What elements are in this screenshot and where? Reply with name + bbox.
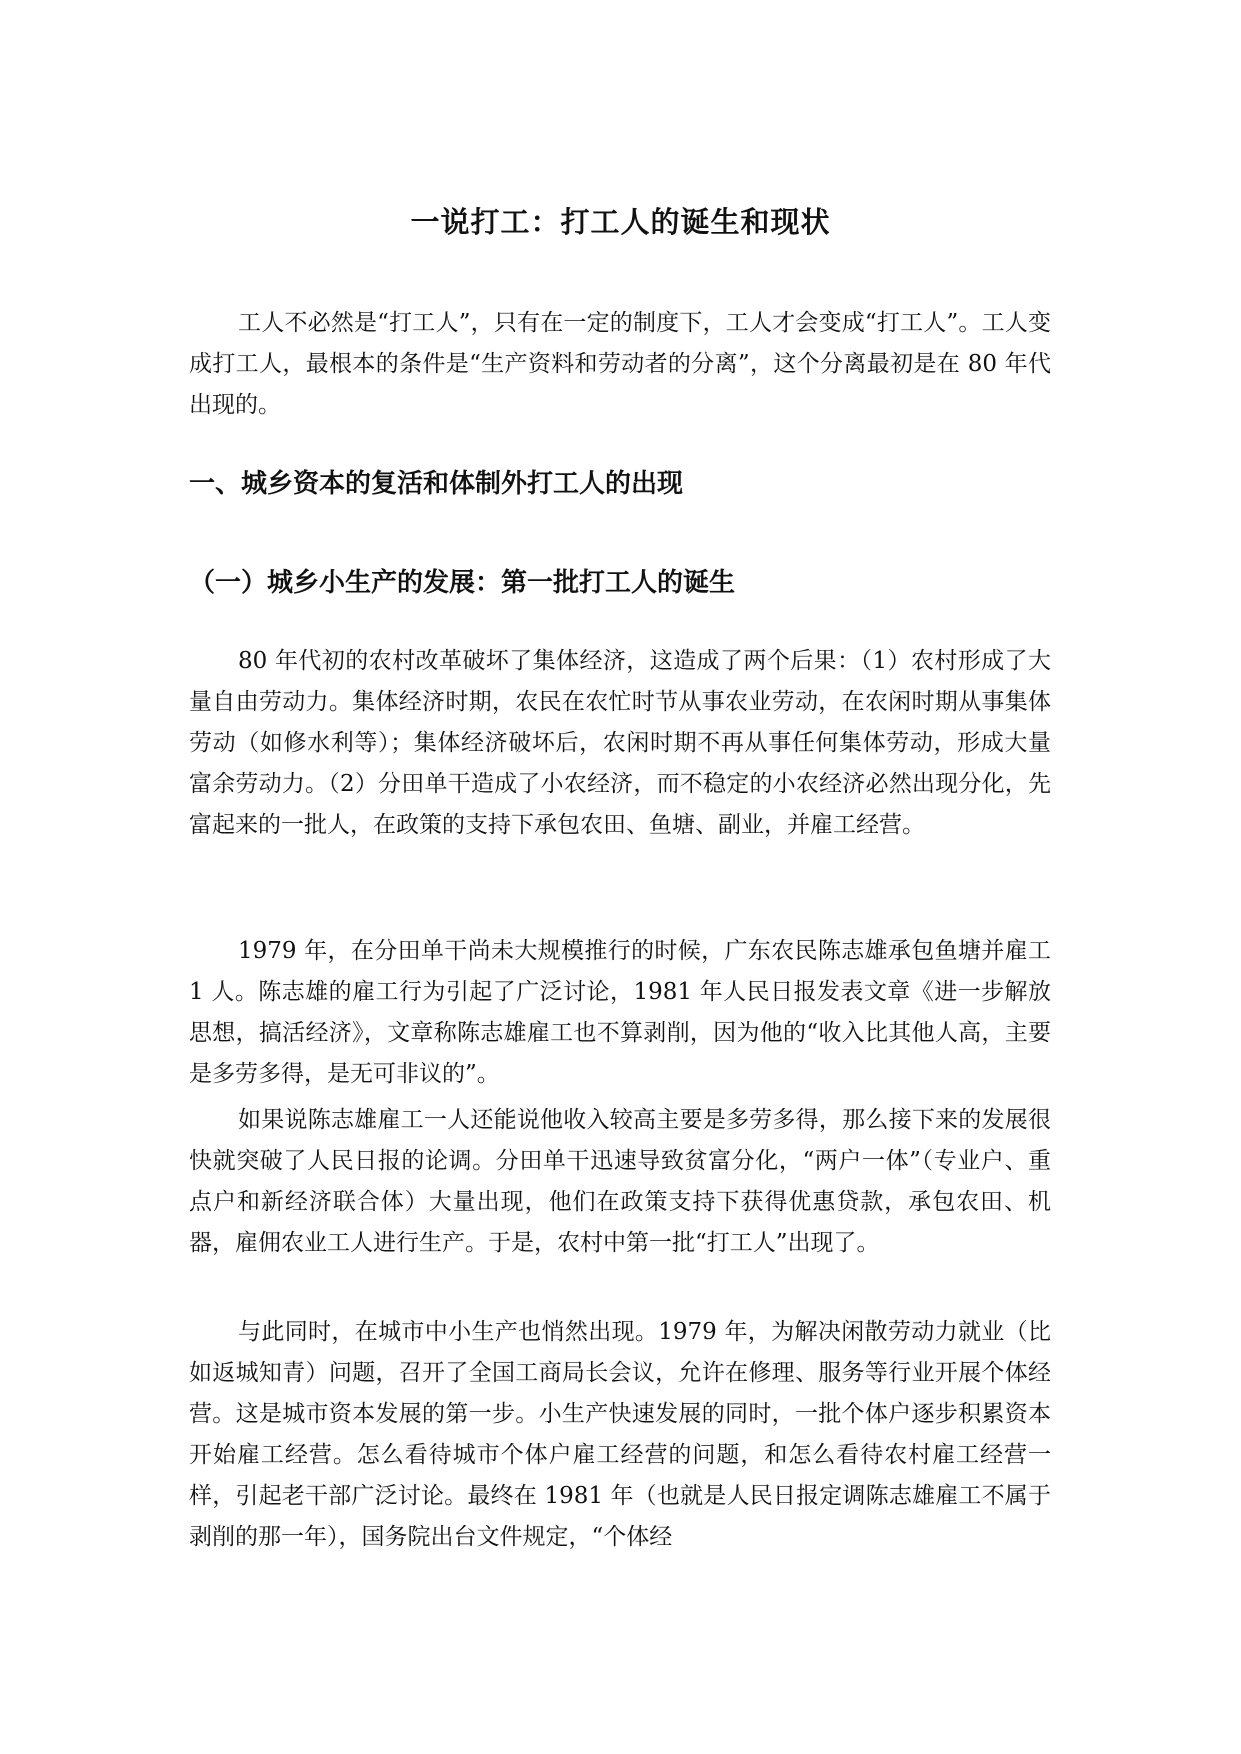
section-heading: 一、城乡资本的复活和体制外打工人的出现 <box>189 469 684 499</box>
body-paragraph: 如果说陈志雄雇工一人还能说他收入较高主要是多劳多得，那么接下来的发展很快就突破了人民日报的论调。分田单干迅速导致贫富分化，“两户一体”（专业户、重点户和新经济联合体）大量出现，他们在政策支持下获得优惠贷款，承包农田、机器，雇佣农业工人进行生产。于是，农村中第一批“打工人”出现了。 <box>189 1107 1051 1256</box>
intro-paragraph: 工人不必然是“打工人”，只有在一定的制度下，工人才会变成“打工人”。工人变成打工人，最根本的条件是“生产资料和劳动者的分离”，这个分离最初是在 80 年代出现的。 <box>189 310 1051 418</box>
body-paragraph: 1979 年，在分田单干尚未大规模推行的时候，广东农民陈志雄承包鱼塘并雇工 1 人。陈志雄的雇工行为引起了广泛讨论，1981 年人民日报发表文章《进一步解放思想，搞活经济》，文章称陈志雄雇工也不算剥削，因为他的“收入比其他人高，主要是多劳多得，是无可非议的”。 <box>189 938 1051 1087</box>
body-paragraph: 80 年代初的农村改革破坏了集体经济，这造成了两个后果：（1）农村形成了大量自由劳动力。集体经济时期，农民在农忙时节从事农业劳动，在农闲时期从事集体劳动（如修水利等）；集体经济破坏后，农闲时期不再从事任何集体劳动，形成大量富余劳动力。（2）分田单干造成了小农经济，而不稳定的小农经济必然出现分化，先富起来的一批人，在政策的支持下承包农田、鱼塘、副业，并雇工经营。 <box>189 648 1051 838</box>
document-title: 一说打工：打工人的诞生和现状 <box>410 205 831 239</box>
body-paragraph: 与此同时，在城市中小生产也悄然出现。1979 年，为解决闲散劳动力就业（比如返城知青）问题，召开了全国工商局长会议，允许在修理、服务等行业开展个体经营。这是城市资本发展的第一步。小生产快速发展的同时，一批个体户逐步积累资本开始雇工经营。怎么看待城市个体户雇工经营的问题，和怎么看待农村雇工经营一样，引起老干部广泛讨论。最终在 1981 年（也就是人民日报定调陈志雄雇工不属于剥削的那一年），国务院出台文件规定，“个体经 <box>189 1319 1051 1550</box>
subsection-heading: （一）城乡小生产的发展：第一批打工人的诞生 <box>189 568 736 598</box>
